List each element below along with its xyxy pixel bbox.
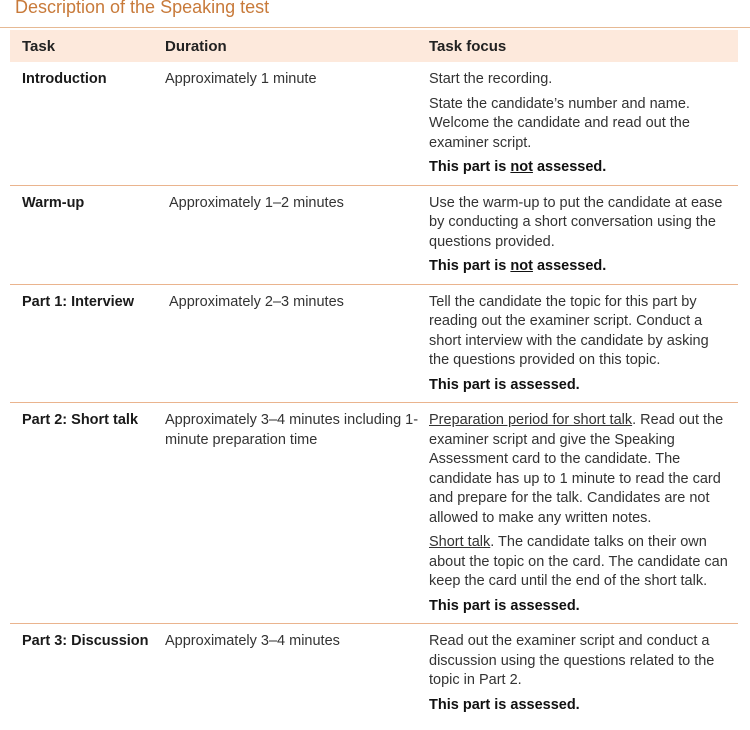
duration-cell: Approximately 3–4 minutes — [165, 633, 340, 649]
focus-text: Short talk. The candidate talks on their own about the topic on the card. The candidate can keep the card until the end of the short talk. — [429, 534, 728, 589]
focus-cell — [421, 185, 738, 284]
header-task-focus: Task focus — [421, 30, 738, 62]
assessment-note: This part is not assessed. — [429, 159, 607, 175]
assessment-note: This part is not assessed. — [429, 258, 607, 274]
header-duration: Duration — [153, 30, 421, 62]
assessment-note: This part is assessed. — [429, 597, 580, 614]
table-row — [10, 62, 738, 185]
table-header-row — [10, 30, 738, 62]
focus-cell — [421, 403, 738, 624]
task-cell: Introduction — [10, 62, 153, 185]
duration-cell: Approximately 3–4 minutes including 1-minute preparation time — [153, 403, 421, 624]
focus-text: Use the warm-up to put the candidate at ease by conducting a short conversation using the questions provided. — [429, 194, 723, 250]
table-row — [10, 403, 738, 624]
task-cell: Part 3: Discussion — [22, 633, 149, 649]
task-cell: Part 1: Interview — [10, 284, 153, 403]
title-divider — [0, 27, 750, 28]
table-row — [10, 284, 738, 403]
duration-cell: Approximately 1 minute — [153, 62, 421, 185]
table-row — [10, 185, 738, 284]
duration-cell: Approximately 1–2 minutes — [153, 185, 421, 284]
preparation-period-label: Preparation period for short talk — [429, 412, 633, 428]
assessment-note: This part is assessed. — [429, 696, 580, 713]
focus-text: Preparation period for short talk. Read out the examiner script and give the Speaking Assessment card to the candidate. The candidate has up to 1 minute to read the card and prepare for the talk. Candidates are not allowed to make any written notes. — [429, 412, 724, 526]
assessment-note: This part is assessed. — [429, 376, 580, 393]
focus-text: Tell the candidate the topic for this part by reading out the examiner script. Conduct a short interview with the candidate by asking the questions provided on this topic. — [429, 293, 709, 368]
speaking-test-table — [10, 30, 738, 722]
duration-cell: Approximately 2–3 minutes — [153, 284, 421, 403]
not-emphasis: not — [510, 159, 533, 175]
header-task: Task — [10, 30, 153, 62]
focus-cell — [421, 624, 738, 723]
not-emphasis: not — [510, 258, 533, 274]
page-title: Description of the Speaking test — [15, 0, 270, 17]
focus-text: Read out the examiner script and conduct a discussion using the questions related to the topic in Part 2. — [429, 633, 715, 688]
task-cell: Part 2: Short talk — [10, 403, 153, 624]
table-row — [10, 624, 738, 723]
short-talk-label: Short talk — [429, 534, 491, 550]
focus-text: Start the recording. — [429, 71, 553, 87]
focus-text: State the candidate’s number and name. Welcome the candidate and read out the examiner script. — [429, 95, 690, 151]
task-cell: Warm-up — [10, 185, 153, 284]
focus-cell — [421, 284, 738, 403]
focus-cell — [421, 62, 738, 185]
